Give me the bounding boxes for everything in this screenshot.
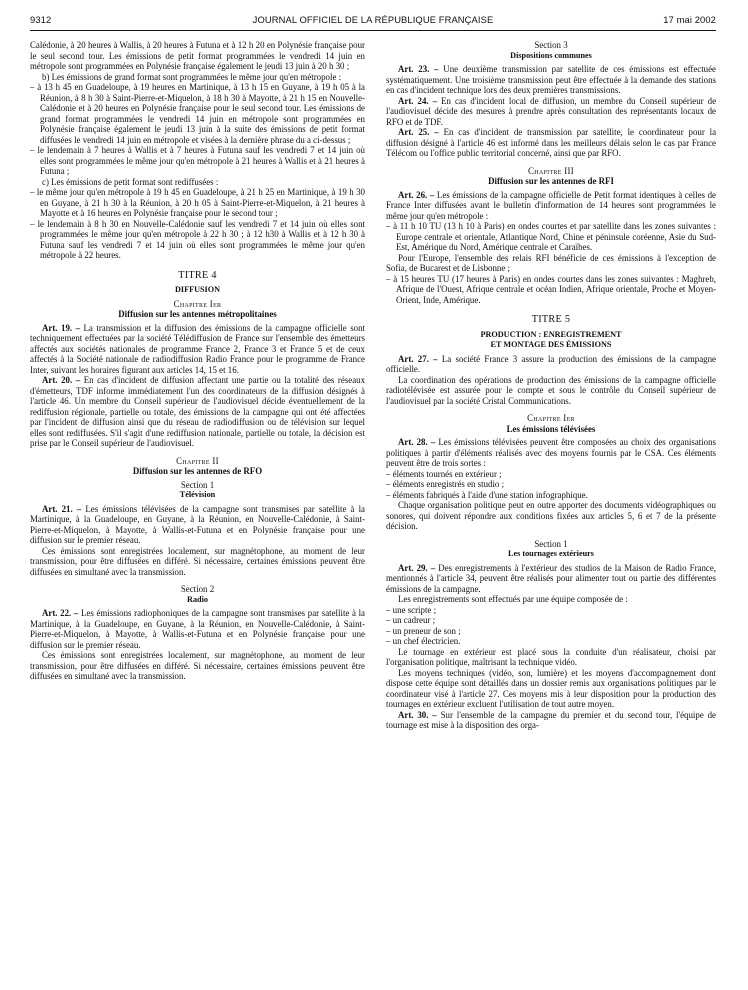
article-number: Art. 29. – (398, 562, 436, 573)
list-item: – éléments enregistrés en studio ; (386, 479, 505, 489)
list-item: – le lendemain à 7 heures à Wallis et à 7 heures à Futuna sauf les vendredi 7 et 14 juin où elles sont programmées le même jour qu'en métropole à 21 heures à Wallis et à 21 heures à Futuna ; (30, 145, 365, 176)
list-item: – le lendemain à 8 h 30 en Nouvelle-Calédonie sauf les vendredi 7 et 14 juin où elles sont programmées le même jour qu'en métropole à 22 h 30 ; à 12 h30 à Wallis et à 12 h 30 à Futuna sauf les vendredi 7 et 14 juin où elles sont programmées le même jour qu'en métropole à 22 heures. (30, 218, 365, 260)
paragraph: b) Les émissions de grand format sont programmées le même jour qu'en métropole : (42, 71, 342, 82)
section-title: Télévision (179, 490, 216, 499)
chapter-heading: Chapitre Ier (527, 413, 575, 423)
list-item: – à 15 heures TU (17 heures à Paris) en ondes courtes dans les zones suivantes : Maghreb, Afrique de l'Ouest, Afrique centrale et océan Indien, Afrique orientale, Proche et Moyen-Orient, Inde, Amérique. (386, 273, 716, 305)
chapter-heading: Chapitre Ier (173, 298, 222, 309)
titre-subheading: DIFFUSION (174, 285, 221, 294)
article-text: Les émissions télévisées de la campagne sont transmises par satellite à la Martinique, à la Guadeloupe, en Guyane, à la Réunion, en Nouvelle-Calédonie, à Saint-Pierre-et-Miquelon, à Mayotte, à Wallis-et-Futuna et en Polynésie française pour une diffusion sur le premier réseau. (30, 503, 365, 545)
titre-subheading: ET MONTAGE DES ÉMISSIONS (490, 340, 612, 349)
chapter-heading: Chapitre III (528, 165, 574, 176)
left-column (30, 40, 365, 682)
titre-heading: TITRE 4 (178, 269, 217, 281)
paragraph: Ces émissions sont enregistrées localement, sur magnétophone, au moment de leur transmission, pour être diffusées en différé. Si nécessaire, certaines émissions peuvent être diffusées en simultané avec la transmission. (30, 650, 365, 681)
list-item: – le même jour qu'en métropole à 19 h 45 en Guadeloupe, à 21 h 25 en Martinique, à 19 h 30 en Guyane, à 21 h 30 à la Réunion, à 20 h 05 à Saint-Pierre-et-Miquelon, à 21 heures à Mayotte et à 16 heures en Polynésie française pour le second tour ; (30, 187, 365, 218)
list-item: – à 11 h 10 TU (13 h 10 à Paris) en ondes courtes et par satellite dans les zones suivantes : Europe centrale et orientale, Atlantique Nord, Chine et péninsule coréenne, Asie du Sud-Est, Amérique du Nord, Amérique centrale et Caraïbes. (386, 221, 716, 252)
paragraph: Les moyens techniques (vidéo, son, lumière) et les moyens d'accompagnement dont dispose cette équipe sont détaillés dans un dossier remis aux organisations politiques par le coordinateur visé à l'article 27. Ces moyens mis à leur disposition pour la production des tournages en extérieur excluent l'utilisation de tout autre moyen. (386, 667, 716, 709)
chapter-title: Les émissions télévisées (506, 423, 596, 434)
list-item: – un chef électricien. (386, 636, 461, 646)
article-text: Des enregistrements à l'extérieur des studios de la Maison de Radio France, mentionnés à l'article 34, peuvent être réalisés pour alimenter tout ou partie des différentes émissions de la campagne. (386, 562, 717, 594)
titre-subheading: PRODUCTION : ENREGISTREMENT (480, 329, 622, 339)
chapter-title: Diffusion sur les antennes de RFI (488, 176, 614, 186)
section-heading: Section 1 (180, 479, 215, 490)
article-text: Les émissions télévisées peuvent être composées au choix des organisations politiques à partir d'éléments réalisés avec des moyens fournis par le CSA. Ces éléments peuvent être de trois sortes : (386, 437, 717, 468)
section-heading: Section 3 (534, 40, 568, 50)
journal-title: JOURNAL OFFICIEL DE LA RÉPUBLIQUE FRANÇAISE (252, 14, 494, 25)
list-item: – une scripte ; (386, 604, 437, 615)
list-item: – éléments fabriqués à l'aide d'une station infographique. (386, 489, 588, 500)
paragraph: Chaque organisation politique peut en outre apporter des documents vidéographiques ou sonores, qui doivent répondre aux conditions fixées aux articles 5, 6 et 7 de la présente décision. (386, 500, 716, 531)
chapter-title: Diffusion sur les antennes métropolitaines (118, 309, 277, 319)
article-text: La société France 3 assure la production des émissions de la campagne officielle. (386, 353, 716, 374)
paragraph: Le tournage en extérieur est placé sous la conduite d'un réalisateur, choisi par l'organisation politique, maîtrisant la technique vidéo. (386, 646, 716, 667)
section-title: Les tournages extérieurs (508, 549, 594, 558)
article-text: En cas d'incident de transmission par satellite, le coordinateur pour la diffusion désigné à l'article 46 est informé dans les meilleurs délais selon le cas par France Télécom ou l'office public territorial concerné, ainsi que par RFO. (386, 127, 717, 158)
paragraph: c) Les émissions de petit format sont rediffusées : (42, 176, 219, 187)
article-number: Art. 30. – (398, 709, 437, 720)
article-text: En cas d'incident de diffusion affectant une partie ou la totalité des réseaux d'émetteurs, TDF informe immédiatement l'un des coordinateurs de la diffusion désignés à l'article 46. Un membre du Conseil supérieur de l'audiovisuel décide éventuellement de la rediffusion régionale, partielle ou totale, des émissions de la campagne qui ont été affectées par l'incident de diffusion ainsi que du réseau de radiodiffusion ou de télévision sur lequel elles sont rediffusées. S'il s'agit d'une rediffusion nationale, partielle ou totale, la décision est prise par le Conseil supérieur de l'audiovisuel. (30, 375, 366, 448)
paragraph: Calédonie, à 20 heures à Wallis, à 20 heures à Futuna et à 12 h 20 en Polynésie française pour le seul second tour. Les émissions de petit format programmées le vendredi 14 juin en métropole sont programmées en Polynésie française également le jeudi 13 juin à 20 h 30 ; (30, 40, 365, 71)
article-text: Une deuxième transmission par satellite de ces émissions est effectuée systématiquement. Une troisième transmission peut être effectuée à la demande des stations en cas d'incident technique lors des deux premières transmissions. (386, 64, 717, 95)
chapter-heading: Chapitre II (176, 455, 219, 466)
header-rule (30, 30, 716, 31)
article-number: Art. 22. – (42, 608, 79, 618)
article-number: Art. 25. – (398, 127, 439, 137)
article-number: Art. 24. – (398, 95, 438, 106)
section-title: Radio (187, 594, 208, 604)
article-number: Art. 26. – (398, 189, 435, 200)
paragraph: Ces émissions sont enregistrées localement, sur magnétophone, au moment de leur transmission, pour être diffusées en différé. Si nécessaire, certaines émissions peuvent être diffusées en simultané avec la transmission. (30, 545, 365, 577)
article-number: Art. 19. – (42, 322, 81, 333)
paragraph: La coordination des opérations de production des émissions de la campagne officielle radiotélévisée est assurée pour le compte et sous le contrôle du Conseil supérieur de l'audiovisuel par la société Cristal Communications. (386, 374, 716, 406)
list-item: – éléments tournés en extérieur ; (386, 468, 502, 479)
article-number: Art. 21. – (42, 503, 82, 514)
chapter-title: Diffusion sur les antennes de RFO (132, 466, 263, 476)
section-heading: Section 1 (534, 538, 568, 549)
article-text: La transmission et la diffusion des émissions de la campagne officielle sont techniquement effectuées par la société Télédiffusion de France sur l'ensemble des émetteurs affectés aux sociétés nationales de programme France 2, France 3 et France 5 et de ceux affectés à la Société nationale de radiodiffusion Radio France pour le programme de France Inter, suivant les horaires figurant aux articles 14, 15 et 16. (30, 322, 366, 375)
article-text: Sur l'ensemble de la campagne du premier et du second tour, l'équipe de tournage est mise à la disposition des orga- (386, 709, 716, 730)
list-item: – un preneur de son ; (386, 625, 461, 636)
section-heading: Section 2 (180, 584, 215, 594)
page-header (30, 14, 716, 28)
article-text: En cas d'incident local de diffusion, un membre du Conseil supérieur de l'audiovisuel décide des mesures à prendre après consultation des représentants locaux de RFO et de TDF. (386, 95, 717, 127)
issue-date: 17 mai 2002 (663, 14, 716, 25)
list-item: – à 13 h 45 en Guadeloupe, à 19 heures en Martinique, à 13 h 15 en Guyane, à 19 h 05 à la Réunion, à 8 h 30 à Saint-Pierre-et-Miquelon, à 18 h 30 à Mayotte, à 21 h 15 en Nouvelle-Calédonie et à 20 heures en Polynésie française pour le seul second tour. Les émissions de grand format programmées le vendredi 14 juin en métropole sont programmées en Polynésie française également le jeudi 13 juin à la suite des émissions de petit format diffusées le vendredi 14 juin en métropole et visées à la dernière phrase du a ci-dessus ; (30, 82, 365, 145)
article-number: Art. 20. – (42, 375, 81, 385)
article-number: Art. 23. – (398, 64, 439, 74)
list-item: – un cadreur ; (386, 615, 436, 625)
article-text: Les émissions radiophoniques de la campagne sont transmises par satellite à la Martinique, à la Guadeloupe, en Guyane, à la Réunion, en Nouvelle-Calédonie, à Saint-Pierre-et-Miquelon, à Mayotte, à Wallis-et-Futuna et en Polynésie française pour une diffusion sur le premier réseau. (30, 608, 365, 650)
paragraph: Pour l'Europe, l'ensemble des relais RFI bénéficie de ces émissions à l'exception de Sofia, de Bucarest et de Lisbonne ; (386, 252, 716, 273)
article-number: Art. 28. – (398, 437, 436, 447)
titre-heading: TITRE 5 (531, 314, 571, 325)
paragraph: Les enregistrements sont effectués par une équipe composée de : (398, 594, 628, 604)
right-column (386, 40, 716, 731)
page-number: 9312 (30, 14, 52, 25)
section-title: Dispositions communes (510, 50, 592, 60)
article-number: Art. 27. – (398, 353, 438, 364)
article-text: Les émissions de la campagne officielle de Petit format identiques à celles de France Inter diffusées avant le bulletin d'information de 14 heures sont programmées le même jour qu'en métropole : (386, 189, 716, 221)
